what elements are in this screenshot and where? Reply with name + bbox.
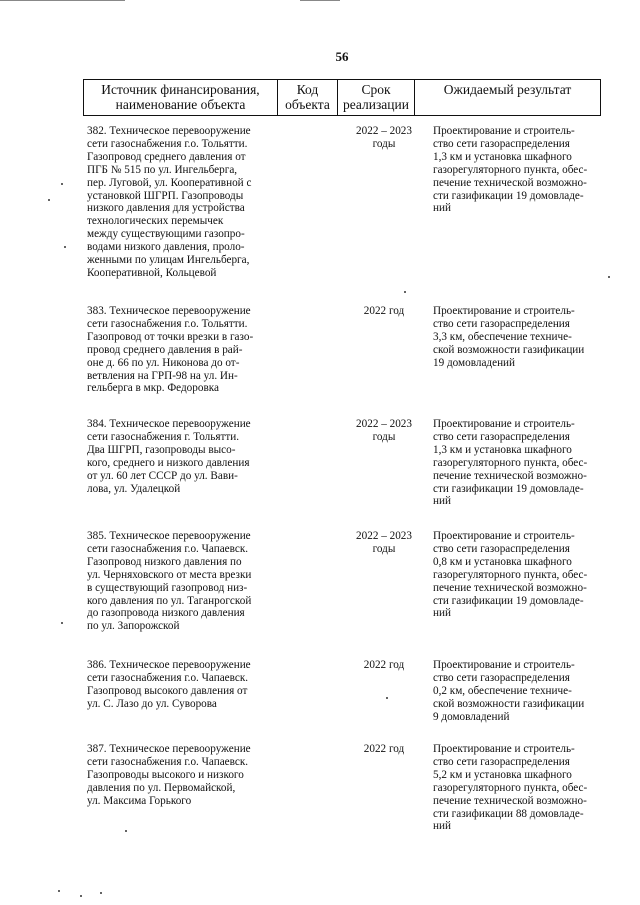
object-name: 384. Техническое перевооружение сети газоснабжения г. Тольятти. Два ШГРП, газопроводы высо- кого, среднего и низкого давления от ул. 60 лет СССР до ул. Вави- лова, ул. Удалецкой: [87, 418, 251, 495]
object-name: 383. Техническое перевооружение сети газоснабжения г.о. Тольятти. Газопровод от точки врезки в газо- провод среднего давления в рай- оне д. 66 по ул. Никонова до от- ветвления на ГРП-98 на ул. Ин- гельберга в мкр. Федоровка: [87, 305, 254, 395]
header-code: Код объекта: [278, 80, 338, 116]
scan-speck: [404, 291, 406, 293]
scan-speck: [61, 183, 63, 185]
expected-result: Проектирование и строитель- ство сети газораспределения 0,8 км и установка шкафного газорегуляторного пункта, обес- печение технической возможно- сти газификации 19 домовладе- ний: [433, 530, 588, 620]
implementation-term: 2022 – 2023 годы: [356, 418, 412, 443]
implementation-term: 2022 – 2023 годы: [356, 530, 412, 555]
scan-speck: [61, 622, 63, 624]
object-name: 387. Техническое перевооружение сети газоснабжения г.о. Чапаевск. Газопроводы высокого и низкого давления по ул. Первомайской, ул. Максима Горького: [87, 743, 251, 807]
expected-result: Проектирование и строитель- ство сети газораспределения 1,3 км и установка шкафного газорегуляторного пункта, обес- печение технической возможно- сти газификации 19 домовладе- ний: [433, 125, 588, 215]
expected-result: Проектирование и строитель- ство сети газораспределения 5,2 км и установка шкафного газорегуляторного пункта, обес- печение технической возможно- сти газификации 88 домовладе- ний: [433, 743, 588, 833]
scan-speck: [386, 697, 388, 699]
scan-speck: [58, 890, 60, 892]
scan-speck: [608, 276, 610, 278]
implementation-term: 2022 год: [363, 743, 405, 755]
scan-edge-line: [0, 0, 125, 1]
header-source: Источник финансирования, наименование объекта: [84, 80, 278, 116]
scan-edge-line: [300, 0, 340, 1]
scan-speck: [48, 199, 50, 201]
scan-speck: [64, 246, 66, 248]
object-name: 385. Техническое перевооружение сети газоснабжения г.о. Чапаевск. Газопровод низкого давления по ул. Черняховского от места врезки в существующий газопровод низ- кого давления по ул. Таганрогской до газопровода низкого давления по ул. Запорожской: [87, 530, 252, 633]
implementation-term: 2022 год: [363, 659, 405, 671]
page-number: 56: [335, 49, 349, 64]
object-name: 386. Техническое перевооружение сети газоснабжения г.о. Чапаевск. Газопровод высокого давления от ул. С. Лазо до ул. Суворова: [87, 659, 251, 710]
expected-result: Проектирование и строитель- ство сети газораспределения 1,3 км и установка шкафного газорегуляторного пункта, обес- печение технической возможно- сти газификации 19 домовладе- ний: [433, 418, 588, 508]
header-term: Срок реализации: [338, 80, 415, 116]
implementation-term: 2022 год: [363, 305, 405, 317]
expected-result: Проектирование и строитель- ство сети газораспределения 0,2 км, обеспечение техниче- ской возможности газификации 9 домовладений: [433, 659, 585, 723]
implementation-term: 2022 – 2023 годы: [356, 125, 412, 150]
scan-speck: [80, 895, 82, 897]
expected-result: Проектирование и строитель- ство сети газораспределения 3,3 км, обеспечение техниче- ской возможности газификации 19 домовладений: [433, 305, 585, 369]
scan-speck: [125, 830, 127, 832]
scan-speck: [100, 892, 102, 894]
table-header: [83, 79, 601, 116]
header-result: Ожидаемый результат: [415, 80, 601, 116]
object-name: 382. Техническое перевооружение сети газоснабжения г.о. Тольятти. Газопровод среднего давления от ПГБ № 515 по ул. Ингельберга, пер. Луговой, ул. Кооперативной с установкой ШГРП. Газопроводы низкого давления для устройства технологических перемычек между существующими газопро- водами низкого давления, проло- женными по улицам Ингельберга, Кооперативной, Кольцевой: [87, 125, 252, 279]
